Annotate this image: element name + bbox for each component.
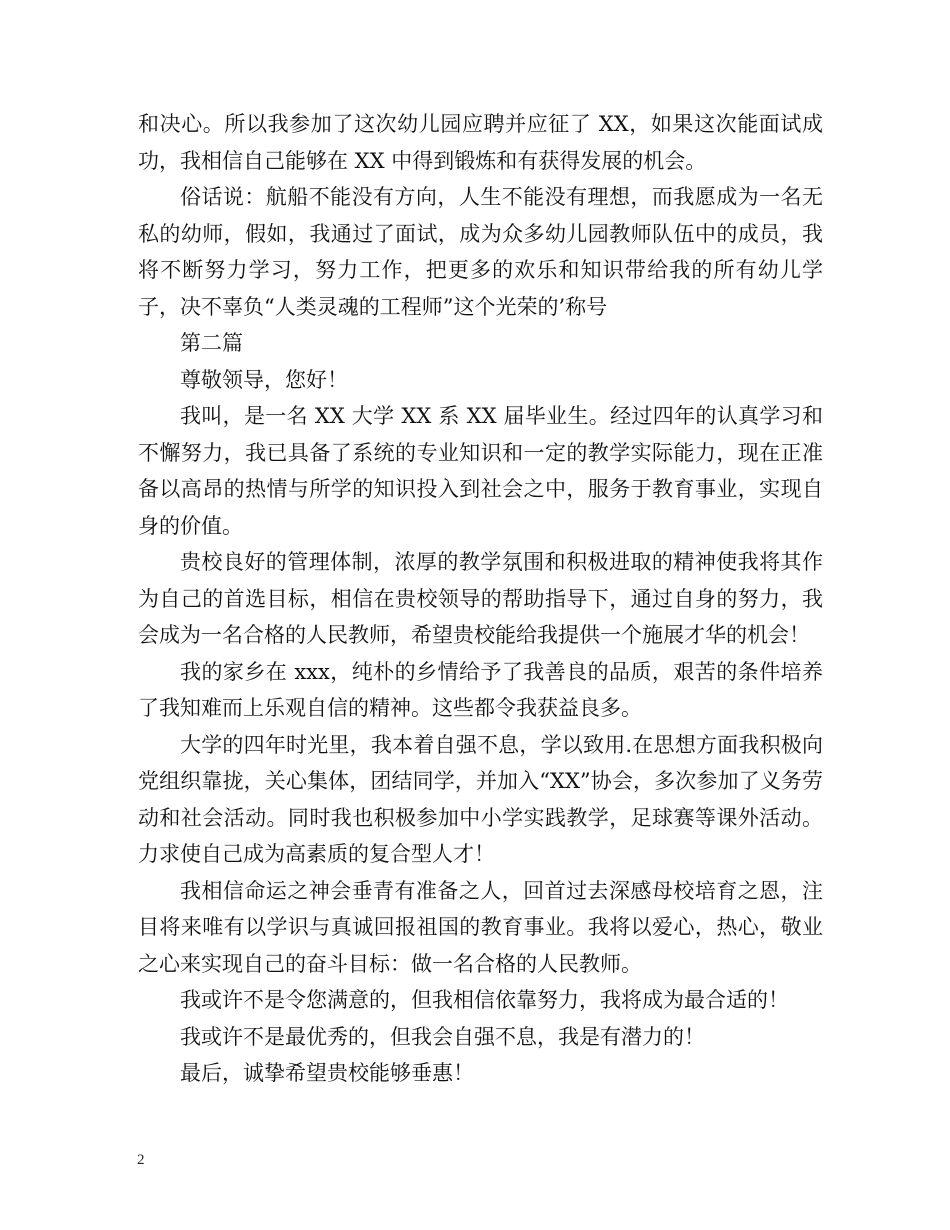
paragraph: 我的家乡在 xxx，纯朴的乡情给予了我善良的品质，艰苦的条件培养了我知难而上乐观自信的精神。这些都令我获益良多。 bbox=[138, 659, 823, 720]
closing-line: 最后，诚挚希望贵校能够垂惠！ bbox=[180, 1061, 474, 1085]
paragraph: 大学的四年时光里，我本着自强不息，学以致用.在思想方面我积极向党组织靠拢，关心集体，团结同学，并加入“XX”协会，多次参加了义务劳动和社会活动。同时我也积极参加中小学实践教学，足球赛等课外活动。力求使自己成为高素质的复合型人才！ bbox=[138, 732, 823, 866]
page-number: 2 bbox=[137, 1152, 145, 1168]
paragraph: 我或许不是令您满意的，但我相信依靠努力，我将成为最合适的！ bbox=[180, 988, 789, 1012]
section-heading: 第二篇 bbox=[180, 331, 243, 355]
salutation: 尊敬领导，您好！ bbox=[180, 367, 348, 392]
paragraph: 贵校良好的管理体制，浓厚的教学氛围和积极进取的精神使我将其作为自己的首选目标，相信在贵校领导的帮助指导下，通过自身的努力，我会成为一名合格的人民教师，希望贵校能给我提供一个施展才华的机会！ bbox=[138, 550, 823, 647]
paragraph: 我叫，是一名 XX 大学 XX 系 XX 届毕业生。经过四年的认真学习和不懈努力，我已具备了系统的专业知识和一定的教学实际能力，现在正准备以高昂的热情与所学的知识投入到社会之中，服务于教育事业，实现自身的价值。 bbox=[138, 404, 823, 538]
document-body bbox=[138, 106, 823, 1092]
paragraph: 和决心。所以我参加了这次幼儿园应聘并应征了 XX，如果这次能面试成功，我相信自己能够在 XX 中得到锻炼和有获得发展的机会。 bbox=[138, 112, 823, 173]
paragraph: 我或许不是最优秀的，但我会自强不息，我是有潜力的！ bbox=[180, 1024, 705, 1049]
paragraph: 俗话说：航船不能没有方向，人生不能没有理想，而我愿成为一名无私的幼师，假如，我通过了面试，成为众多幼儿园教师队伍中的成员，我将不断努力学习，努力工作，把更多的欢乐和知识带给我的所有幼儿学子，决不辜负“人类灵魂的工程师”这个光荣的’称号 bbox=[138, 185, 823, 319]
paragraph: 我相信命运之神会垂青有准备之人，回首过去深感母校培育之恩，注目将来唯有以学识与真诚回报祖国的教育事业。我将以爱心，热心，敬业之心来实现自己的奋斗目标：做一名合格的人民教师。 bbox=[138, 878, 823, 976]
